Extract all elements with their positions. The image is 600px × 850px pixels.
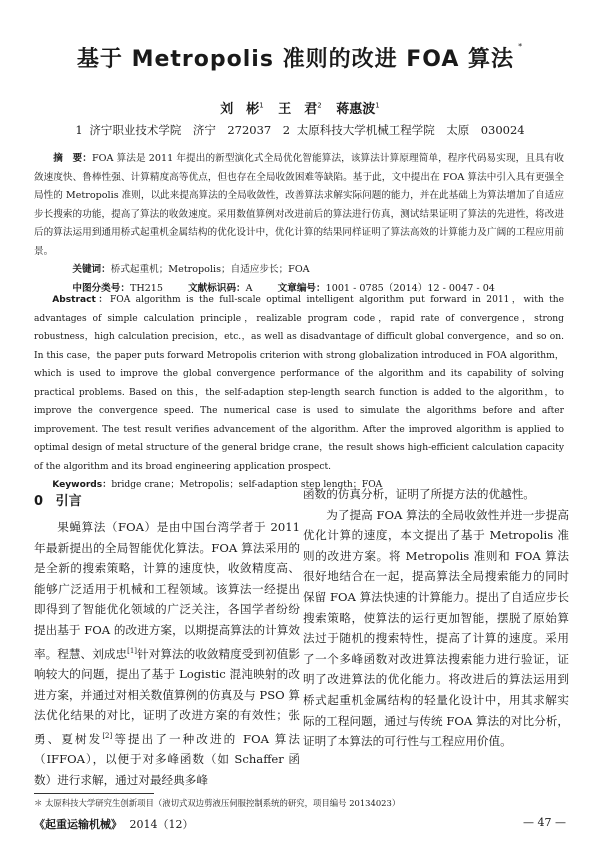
affiliation: 1 济宁职业技术学院 济宁 272037 2 太原科技大学机械工程学院 太原 030024 (75, 123, 525, 137)
journal-footer (34, 816, 194, 832)
intro-paragraph: 为了提高 FOA 算法的全局收敛性并进一步提高优化计算的速度，本文提出了基于 Metropolis 准则的改进方案。将 Metropolis 准则和 FOA 算法很好地结合在一起，提高算法全局搜索能力的同时保留 FOA 算法快速的计算能力。提出了自适应步长搜索策略，使算法的运行更加智能，摆脱了原始算法过于随机的搜索特性，提高了计算的速度。采用了一个多峰函数对改进算法搜索能力进行验证，证明了改进算法的优化能力。将改进后的算法运用到桥式起重机金属结构的轻量化设计中，用其求解实际的工程问题，通过与传统 FOA 算法的对比分析，证明了本算法的可行性与工程应用价值。 (303, 507, 569, 749)
citation-ref: [1] (127, 646, 138, 655)
keywords-en-line: Keywords：bridge crane；Metropolis；self-adaption step length；FOA (52, 480, 383, 490)
author-name: 蒋惠波$^1$ (336, 101, 380, 117)
section-heading: 0 引言 (34, 494, 82, 509)
author-list (0, 98, 600, 117)
abstract-en-text: FOA algorithm is the full-scale optimal intelligent algorithm put forward in 2011，with the advantages of simple calculation principle，realizable program code，rapid rate of convergence，strong robustness，high calculation precision，etc.，as well as disadvantage of difficult global convergence，and so on. In this case，the paper puts forward Metropolis criterion with strong globalization introduced in FOA algorithm，which is used to improve the global convergence performance of the algorithm and its capability of solving practical problems. Based on this，the self-adaption step-length search function is added to the algorithm，to improve the convergence speed. The numerical case is used to simulate the algorithms before and after improvement. The test result verifies advancement of the algorithm. After the improved algorithm is applied to optimal design of metal structure of the general bridge crane，the result shows high-efficient calculation capacity of the algorithm and its broad engineering application prospect. (34, 295, 564, 472)
intro-paragraph: 果蝇算法（FOA）是由中国台湾学者于 2011 年最新提出的全局智能优化算法。FOA 算法采用的是全新的搜索策略，计算的速度快，收敛精度高、能够广泛适用于机械和工程领域。该算法一经提出即得到了智能优化领域的广泛关注，各国学者纷纷提出基于 FOA 的改进方案，以期提高算法的计算效率。程慧、刘成忠[1]针对算法的收敛精度受到初值影响较大的问题，提出了基于 Logistic 混沌映射的改进方案，并通过对相关数值算例的仿真及与 PSO 算法优化结果的对比，证明了改进方案的有效性；张勇、夏树发[2]等提出了一种改进的 FOA 算法（IFFOA），以便于对多峰函数（如 Schaffer 函数）进行求解，通过对最经典多峰 (34, 520, 300, 787)
page-number: — 47 — (523, 816, 566, 829)
english-abstract (34, 291, 564, 495)
keywords-line: 关键词：桥式起重机；Metropolis；自适应步长；FOA (72, 264, 310, 275)
abstract-en-label: Abstract： (52, 295, 110, 305)
abstract-label: 摘 要： (53, 153, 92, 164)
classification-line: 中图分类号：TH215 文献标识码：A 文章编号：1001 - 0785（2014）12 - 0047 - 04 (72, 282, 495, 294)
continued-paragraph: 函数的仿真分析，证明了所提方法的优越性。 (303, 487, 535, 501)
chinese-abstract (34, 150, 564, 298)
author-name: 刘 彬$^1$ (220, 101, 264, 117)
citation-ref: [2] (102, 731, 113, 740)
abstract-text: FOA 算法是 2011 年提出的新型演化式全局优化智能算法，该算法计算原理简单，程序代码易实现，且具有收敛速度快、鲁棒性强、计算精度高等优点，但也存在全局收敛困难等缺陷。基于此，文中提出在 FOA 算法中引入具有更强全局性的 Metropolis 准则，以此来提高算法的全局收敛性，改善算法求解实际问题的能力，并在此基础上为算法增加了自适应步长搜索的功能，提高了算法的收敛速度。采用数值算例对改进前后的算法进行仿真，测试结果证明了算法的先进性，将改进后的算法运用到通用桥式起重机金属结构的优化设计中，优化计算的结果同样证明了算法高效的计算能力及广阔的工程应用前景。 (34, 153, 565, 257)
journal-name: 《起重运输机械》 (34, 818, 122, 831)
journal-issue: 2014（12） (129, 818, 194, 831)
body-right-column (303, 484, 569, 752)
footnote-divider (34, 793, 154, 794)
paper-title: 基于 Metropolis 准则的改进 FOA 算法* (76, 42, 524, 72)
title-footnote-mark: * (518, 42, 524, 51)
author-name: 王 君$^2$ (278, 101, 322, 117)
footnote: ＊ 太原科技大学研究生创新项目（液切式双边剪液压伺服控制系统的研究，项目编号 20134023） (34, 798, 401, 808)
body-left-column (34, 517, 300, 790)
